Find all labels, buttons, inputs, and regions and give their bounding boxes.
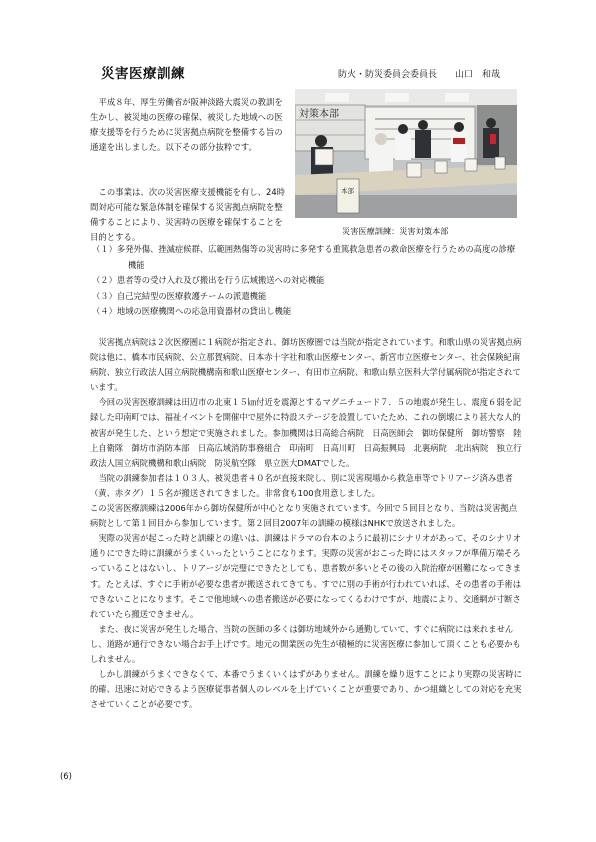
- body-paragraph: この災害医療訓練は2006年から御坊保健所が中心となり実施されています。今回で５回目となり、当院は災害拠点病院として第１回目から参加しています。第２回目2007年の訓練の模様はNHKで放送されました。: [90, 503, 518, 529]
- list-item: （１）多発外傷、挫滅症候群、広範囲熱傷等の災害時に多発する重篤救急患者の救命医療を行うための高度の診療機能: [92, 244, 516, 270]
- body-paragraph: 今回の災害医療訓練は田辺市の北東１５㎞付近を震源とするマグニチュード７．５の地震が発生し、震度６弱を記録した印南町では、福祉イベントを開催中で屋外に特設ステージを設置していたため、これの倒壊により甚大な人的被害が発生した、という想定で実施されました。参加機関は日高総合病院 日高医師会 御坊保健所 御坊警察 陸上自衛隊 御坊市消防本部 日高広域消防事務組合 印南町 日高川町 日高振興局 北裏病院 北出病院 独立行政法人国立病院機構和歌山病院 防災航空隊 県立医大DMATでした。: [90, 397, 522, 468]
- board-text: 対策本部: [299, 109, 339, 120]
- body-paragraph: しかし訓練がうまくできなくて、本番でうまくいくはずがありません。訓練を繰り返すことにより実際の災害時に的確、迅速に対応できるよう医療従事者個人のレベルを上げていくことが重要であり、かつ組織としての対応を充実させていくことが必要です。: [90, 669, 522, 710]
- body-paragraph: 当院の訓練参加者は１０３人、被災患者４０名が直接来院し、別に災害現場から救急車等でトリアージ済み患者（黄、赤タグ）１５名が搬送されてきました。非常食も100食用意しました。: [90, 472, 513, 498]
- body-paragraph: 災害拠点病院は２次医療圏に１病院が指定され、御坊医療圏では当院が指定されています。和歌山県の災害拠点病院は他に、橋本市民病院、公立那賀病院、日本赤十字社和歌山医療センター、新宮市立医療センター、社会保険紀南病院、独立行政法人国立病院機構南和歌山医療センター、有田市立病院、和歌山県立医科大学付属病院が指定されています。: [90, 337, 522, 393]
- intro-paragraph-2: この事業は、次の災害医療支援機能を有し、24時間対応可能な緊急体制を確保する災害拠点病院を整備することにより、災害時の医療を確保することを目的とする。: [90, 187, 286, 242]
- article-title: 災害医療訓練: [101, 66, 185, 82]
- article-body: [90, 335, 522, 712]
- page-number: (6): [60, 771, 72, 781]
- body-paragraph: また、夜に災害が発生した場合、当院の医師の多くは御坊地域外から通勤していて、すぐに病院には来れませんし、道路が通行できない場合お手上げです。地元の開業医の先生が積極的に災害医療に参加して頂くことも必要かもしれません。: [90, 623, 521, 664]
- intro-paragraph-1: 平成８年、厚生労働省が阪神淡路大震災の教訓を生かし、被災地の医療の確保、被災した地域への医療支援等を行うために災害拠点病院を整備する旨の通達を出しました。以下その部分抜粋です。: [90, 97, 283, 152]
- photo-caption: 災害医療訓練：災害対策本部: [342, 226, 449, 236]
- list-item: （２）患者等の受け入れ及び搬出を行う広域搬送への対応機能: [92, 275, 325, 285]
- body-paragraph: 実際の災害が起こった時と訓練との違いは、訓練はドラマの台本のように最初にシナリオがあって、そのシナリオ通りにできた時に訓練がうまくいったということになります。実際の災害がおこった時にはスタッフが準備万端そろっていることはないし、トリアージが完璧にできたとしても、患者数が多いとその後の入院治療が困難になってきます。たとえば、すぐに手術が必要な患者が搬送されてきても、すでに別の手術が行われていれば、その患者の手術はできないことになります。そこで他地域への患者搬送が必要になってくるわけですが、地震により、交通網が寸断されていたら搬送できません。: [90, 533, 522, 619]
- list-item: （３）自己完結型の医療救護チームの派遣機能: [92, 290, 267, 301]
- photo-illustration: [295, 89, 517, 218]
- sign-text: 本部: [341, 187, 354, 195]
- list-item: （４）地域の医療機関への応急用資器材の貸出し機能: [92, 306, 292, 316]
- article-author: 防火・防災委員会委員長 山口 和哉: [338, 70, 501, 80]
- training-photo: [295, 89, 517, 218]
- function-list: [92, 242, 522, 320]
